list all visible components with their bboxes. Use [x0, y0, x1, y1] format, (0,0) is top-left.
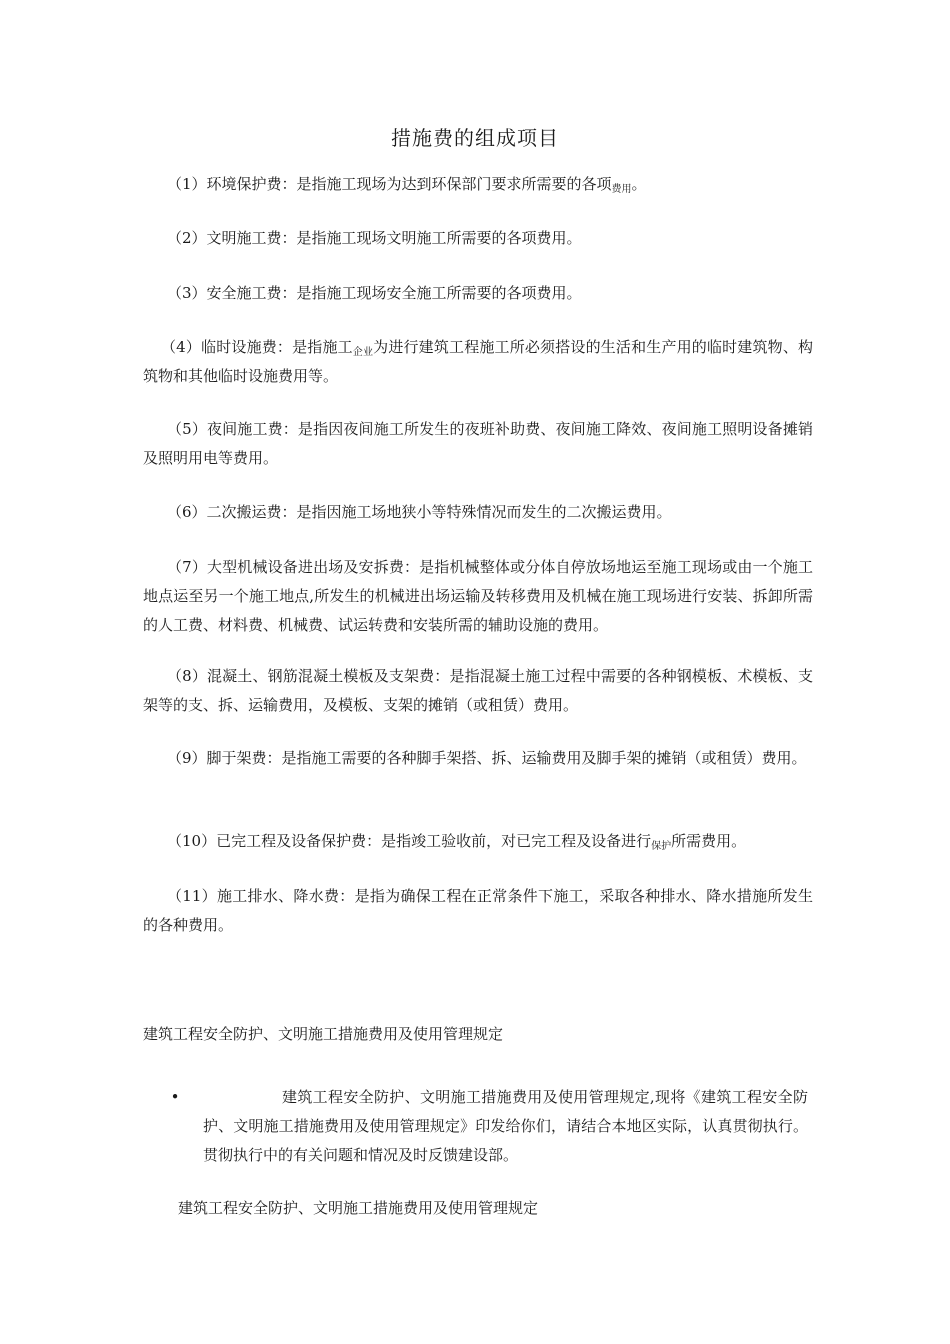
bullet-item	[170, 1083, 808, 1170]
item-tail: 。	[631, 175, 647, 193]
item-text: （10）已完工程及设备保护费：是指竣工验收前，对已完工程及设备进行	[167, 832, 652, 850]
list-item-11	[143, 882, 813, 940]
list-item-2	[143, 224, 813, 253]
item-subscript: 企业	[352, 347, 374, 358]
list-item-1	[143, 170, 813, 199]
footer-heading: 建筑工程安全防护、文明施工措施费用及使用管理规定	[178, 1199, 539, 1217]
page-title: 措施费的组成项目	[391, 126, 559, 150]
item-text: （1）环境保护费：是指施工现场为达到环保部门要求所需要的各项	[167, 175, 612, 193]
item-text: （9）脚于架费：是指施工需要的各种脚手架搭、拆、运输费用及脚手架的摊销（或租赁）费用。	[167, 749, 807, 767]
item-text: （7）大型机械设备进出场及安拆费：是指机械整体或分体自停放场地运至施工现场或由一个施工地点运至另一个施工地点,所发生的机械进出场运输及转移费用及机械在施工现场进行安装、拆卸所需的人工费、材料费、机械费、试运转费和安装所需的辅助设施的费用。	[143, 558, 813, 634]
item-tail: 所需费用。	[671, 832, 747, 850]
item-text: （8）混凝土、钢筋混凝土模板及支架费：是指混凝土施工过程中需要的各种钢模板、术模板、支架等的支、拆、运输费用，及模板、支架的摊销（或租赁）费用。	[143, 667, 813, 714]
list-item-5	[143, 415, 813, 473]
item-text: （11）施工排水、降水费：是指为确保工程在正常条件下施工，采取各种排水、降水措施所发生的各种费用。	[143, 887, 813, 934]
list-item-4	[143, 333, 813, 391]
item-subscript: 费用	[611, 184, 632, 195]
list-item-9	[143, 744, 813, 773]
item-text: （4）临时设施费：是指施工	[161, 338, 353, 356]
item-text: （3）安全施工费：是指施工现场安全施工所需要的各项费用。	[167, 284, 582, 302]
item-subscript: 保护	[651, 841, 672, 852]
bullet-dot-icon: •	[170, 1088, 180, 1106]
list-item-8	[143, 662, 813, 720]
list-item-3	[143, 279, 813, 308]
list-item-6	[143, 498, 813, 527]
bullet-text: 建筑工程安全防护、文明施工措施费用及使用管理规定,现将《建筑工程安全防护、文明施工措施费用及使用管理规定》印发给你们，请结合本地区实际，认真贯彻执行。贯彻执行中的有关问题和情况及时反馈建设部。	[203, 1088, 808, 1164]
item-text: （2）文明施工费：是指施工现场文明施工所需要的各项费用。	[167, 229, 582, 247]
item-text: （6）二次搬运费：是指因施工场地狭小等特殊情况而发生的二次搬运费用。	[167, 503, 672, 521]
section-heading: 建筑工程安全防护、文明施工措施费用及使用管理规定	[143, 1025, 504, 1043]
item-tail: 为进行建筑工程施工所必须搭设的生活和生产用的临时建筑物、构筑物和其他临时设施费用等。	[143, 338, 814, 385]
item-text: （5）夜间施工费：是指因夜间施工所发生的夜班补助费、夜间施工降效、夜间施工照明设备摊销及照明用电等费用。	[143, 420, 813, 467]
list-item-7	[143, 553, 813, 640]
list-item-10	[143, 827, 813, 856]
